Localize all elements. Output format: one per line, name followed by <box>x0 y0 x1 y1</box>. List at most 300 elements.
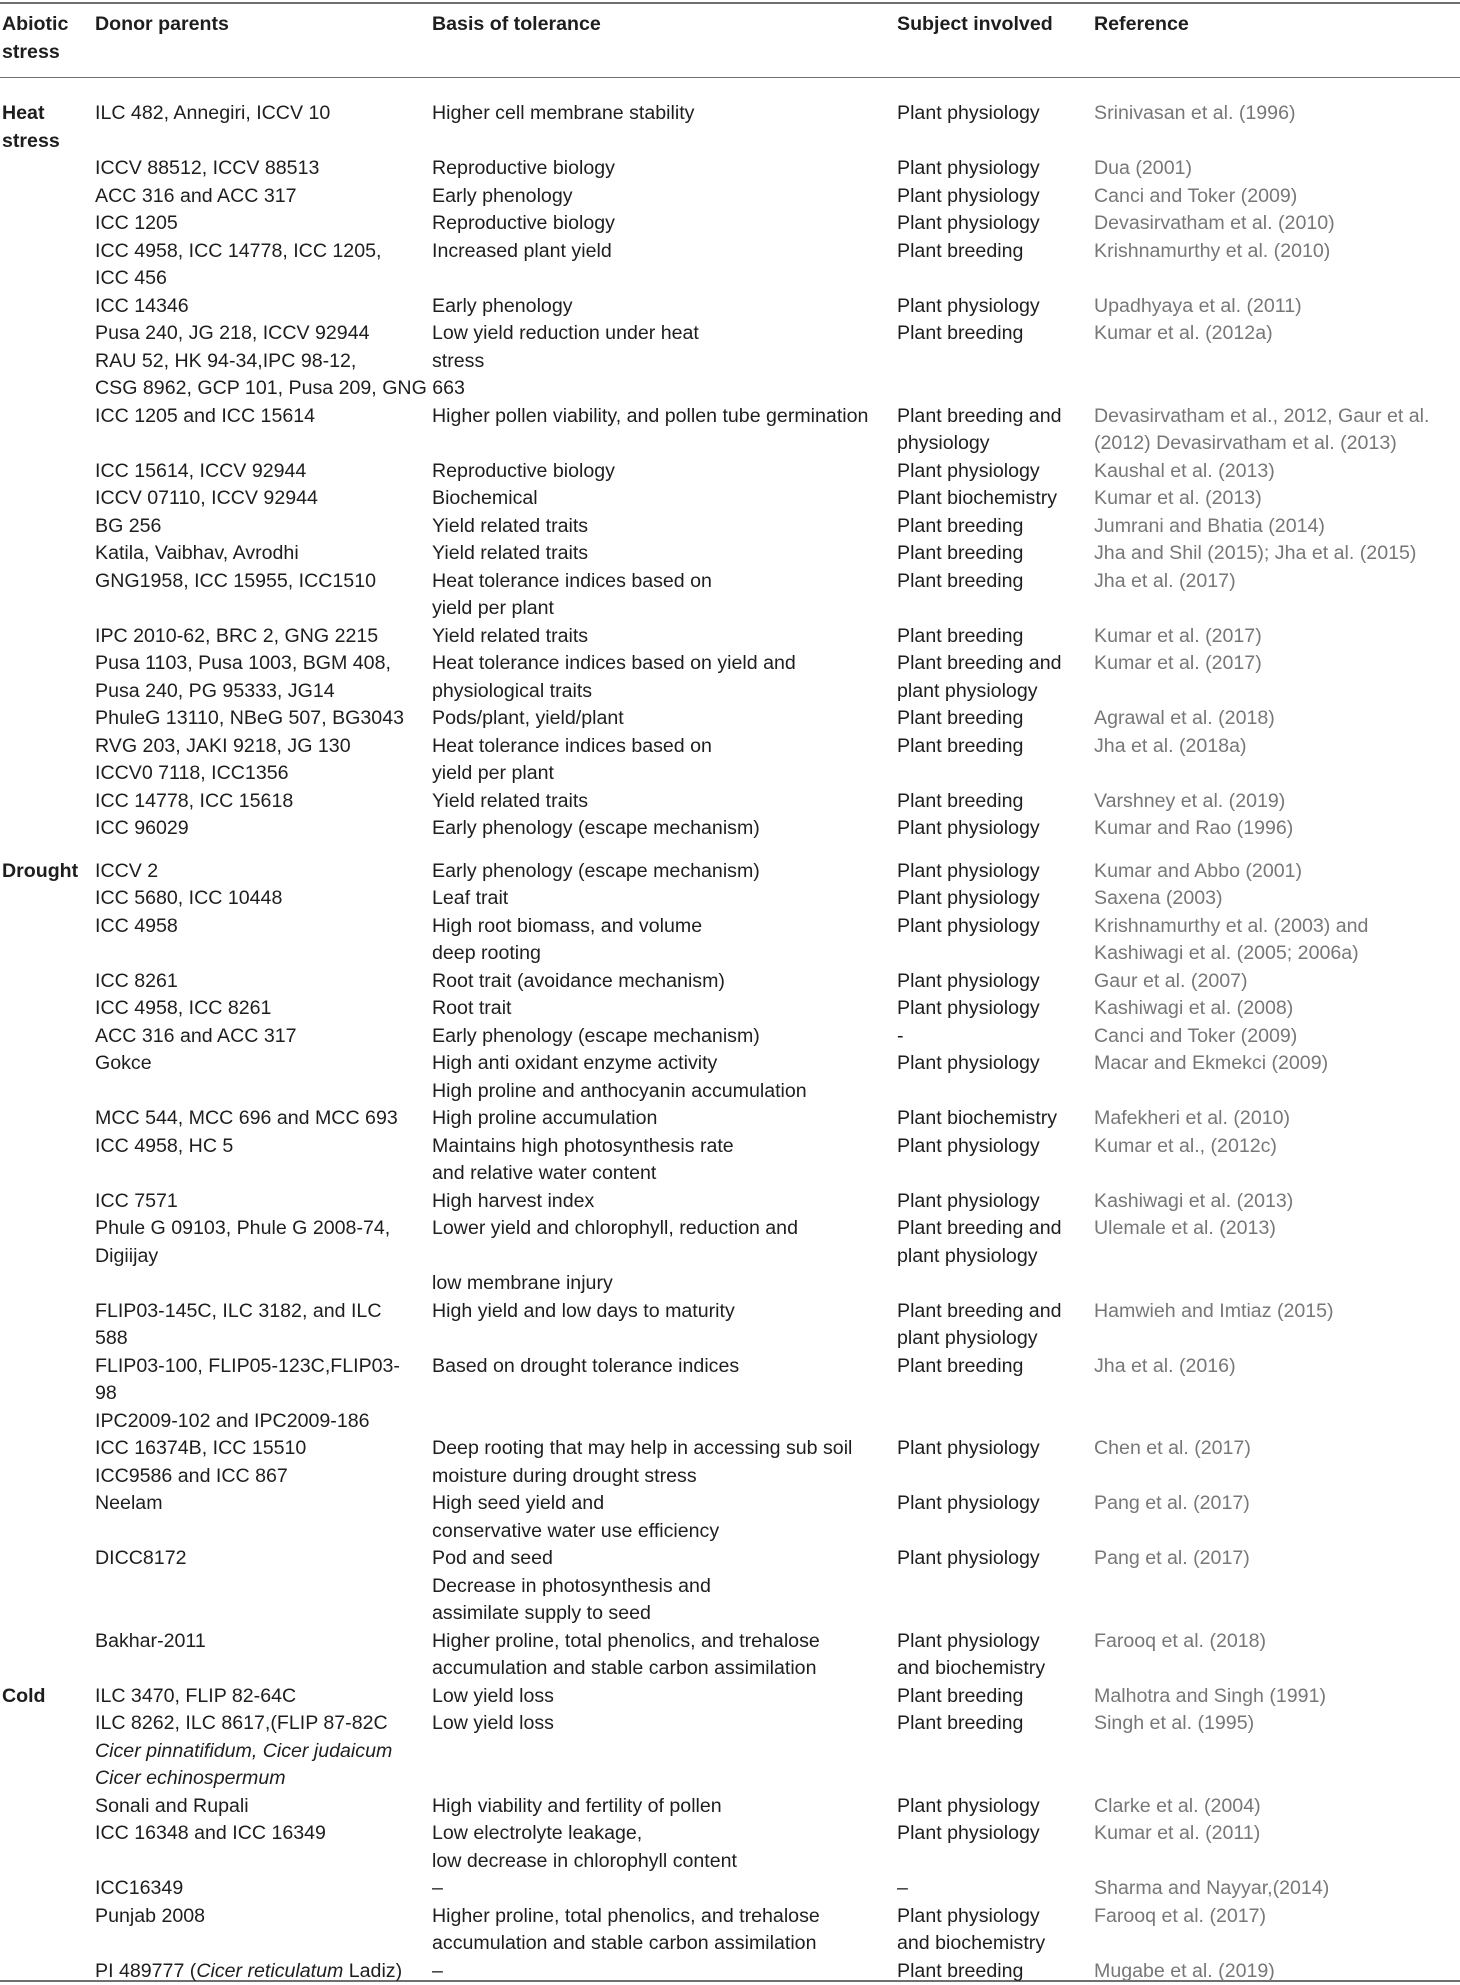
cell-line: Krishnamurthy et al. (2003) and <box>1094 913 1460 941</box>
cell-line: Higher pollen viability, and pollen tube germination <box>432 403 897 431</box>
donor-parents-cell <box>95 1215 432 1298</box>
table-row <box>0 788 1460 816</box>
donor-parents-cell <box>95 540 432 568</box>
cell-line: Neelam <box>95 1490 432 1518</box>
donor-parents-cell <box>95 788 432 816</box>
col-header-donor-parents: Donor parents <box>95 11 432 78</box>
donor-parents-cell <box>95 968 432 996</box>
basis-of-tolerance-cell <box>432 238 897 293</box>
cell-line: GNG1958, ICC 15955, ICC1510 <box>95 568 432 596</box>
cell-line: High proline accumulation <box>432 1105 897 1133</box>
cell-line: – <box>432 1958 897 1985</box>
cell-line: Plant physiology <box>897 1903 1094 1931</box>
stress-type-cell <box>0 1105 95 1133</box>
cell-line: ILC 482, Annegiri, ICCV 10 <box>95 100 432 128</box>
reference-cell <box>1094 995 1460 1023</box>
basis-of-tolerance-cell <box>432 1793 897 1821</box>
cell-line: Higher proline, total phenolics, and trehalose <box>432 1903 897 1931</box>
subject-involved-cell <box>897 1215 1094 1298</box>
cell-line: Chen et al. (2017) <box>1094 1435 1460 1463</box>
cell-line: Low yield reduction under heat <box>432 320 897 348</box>
table-row <box>0 843 1460 886</box>
cell-line: Heat tolerance indices based on <box>432 568 897 596</box>
table-row <box>0 78 1460 155</box>
table-row <box>0 155 1460 183</box>
stress-type-cell <box>0 1298 95 1353</box>
table-row <box>0 458 1460 486</box>
cell-line: plant physiology <box>897 1325 1094 1353</box>
cell-line: Plant breeding <box>897 513 1094 541</box>
cell-line: FLIP03-145C, ILC 3182, and ILC <box>95 1298 432 1326</box>
cell-line: Kumar and Abbo (2001) <box>1094 858 1460 886</box>
table-row <box>0 513 1460 541</box>
donor-parents-cell <box>95 913 432 968</box>
cell-line: Kumar et al. (2011) <box>1094 1820 1460 1848</box>
donor-parents-cell <box>95 1490 432 1545</box>
stress-type-cell <box>0 1188 95 1216</box>
basis-of-tolerance-cell <box>432 1105 897 1133</box>
donor-parents-cell <box>95 183 432 211</box>
stress-type-cell <box>0 183 95 211</box>
cell-line: Phule G 09103, Phule G 2008-74, <box>95 1215 432 1243</box>
reference-cell <box>1094 1683 1460 1711</box>
subject-involved-cell <box>897 968 1094 996</box>
reference-cell <box>1094 568 1460 623</box>
subject-involved-cell <box>897 1435 1094 1490</box>
cell-line: High harvest index <box>432 1188 897 1216</box>
cell-line: Low yield loss <box>432 1683 897 1711</box>
cell-line: Deep rooting that may help in accessing sub soil <box>432 1435 897 1463</box>
donor-parents-cell <box>95 1958 432 1985</box>
cell-line: Srinivasan et al. (1996) <box>1094 100 1460 128</box>
stress-type-cell <box>0 485 95 513</box>
stress-type-cell <box>0 1353 95 1436</box>
cell-line: Malhotra and Singh (1991) <box>1094 1683 1460 1711</box>
cell-line: Plant breeding <box>897 320 1094 348</box>
donor-parents-cell <box>95 995 432 1023</box>
cell-line: ILC 3470, FLIP 82-64C <box>95 1683 432 1711</box>
donor-parents-cell <box>95 1628 432 1683</box>
stress-type-cell <box>0 78 95 155</box>
subject-involved-cell <box>897 568 1094 623</box>
cell-line: Pang et al. (2017) <box>1094 1490 1460 1518</box>
donor-parents-cell <box>95 1875 432 1903</box>
donor-parents-cell <box>95 623 432 651</box>
stress-type-cell <box>0 650 95 705</box>
reference-cell <box>1094 1793 1460 1821</box>
cell-line: ICC 7571 <box>95 1188 432 1216</box>
cell-line: Heat tolerance indices based on <box>432 733 897 761</box>
basis-of-tolerance-cell <box>432 458 897 486</box>
col-header-subject-involved: Subject involved <box>897 11 1094 78</box>
cell-line: PI 489777 (Cicer reticulatum Ladiz) <box>95 1958 432 1985</box>
cell-line: Kumar and Rao (1996) <box>1094 815 1460 843</box>
cell-line: Early phenology (escape mechanism) <box>432 858 897 886</box>
cell-line: Plant physiology <box>897 183 1094 211</box>
cell-line: Biochemical <box>432 485 897 513</box>
subject-involved-cell <box>897 650 1094 705</box>
cell-line: High yield and low days to maturity <box>432 1298 897 1326</box>
cell-line: ICCV 07110, ICCV 92944 <box>95 485 432 513</box>
cell-line: Plant physiology <box>897 1188 1094 1216</box>
donor-parents-cell <box>95 320 432 403</box>
cell-line: Plant breeding <box>897 568 1094 596</box>
reference-cell <box>1094 1105 1460 1133</box>
cell-line: 588 <box>95 1325 432 1353</box>
subject-involved-cell <box>897 1903 1094 1958</box>
cell-line: Gaur et al. (2007) <box>1094 968 1460 996</box>
cell-line: ICC 14346 <box>95 293 432 321</box>
cell-line: and biochemistry <box>897 1930 1094 1958</box>
stress-type-cell <box>0 1050 95 1105</box>
table-row <box>0 1793 1460 1821</box>
cell-line: Jumrani and Bhatia (2014) <box>1094 513 1460 541</box>
basis-of-tolerance-cell <box>432 623 897 651</box>
table-row <box>0 540 1460 568</box>
basis-of-tolerance-cell <box>432 788 897 816</box>
stress-type-cell <box>0 1490 95 1545</box>
table-row <box>0 1133 1460 1188</box>
stress-type-cell <box>0 1820 95 1875</box>
cell-line: Plant physiology <box>897 1545 1094 1573</box>
subject-involved-cell <box>897 1958 1094 1985</box>
stress-type-cell <box>0 623 95 651</box>
cell-line: ICC 4958, ICC 14778, ICC 1205, <box>95 238 432 266</box>
cell-line: Clarke et al. (2004) <box>1094 1793 1460 1821</box>
reference-cell <box>1094 623 1460 651</box>
cell-line: Plant physiology <box>897 293 1094 321</box>
basis-of-tolerance-cell <box>432 210 897 238</box>
reference-cell <box>1094 705 1460 733</box>
cell-line: Mugabe et al. (2019) <box>1094 1958 1460 1985</box>
stress-type-cell <box>0 1958 95 1985</box>
cell-line: High proline and anthocyanin accumulation <box>432 1078 897 1106</box>
cell-line: Plant physiology <box>897 1435 1094 1463</box>
cell-line: Plant breeding and <box>897 1215 1094 1243</box>
donor-parents-cell <box>95 1683 432 1711</box>
cell-line: Kumar et al. (2013) <box>1094 485 1460 513</box>
table-row <box>0 650 1460 705</box>
cell-line: plant physiology <box>897 1243 1094 1271</box>
table-row <box>0 1298 1460 1353</box>
cell-line: Early phenology <box>432 293 897 321</box>
stress-type-cell <box>0 815 95 843</box>
cell-line: RVG 203, JAKI 9218, JG 130 <box>95 733 432 761</box>
cell-line: Based on drought tolerance indices <box>432 1353 897 1381</box>
subject-involved-cell <box>897 1188 1094 1216</box>
cell-line: Plant physiology <box>897 913 1094 941</box>
cell-line: Cicer pinnatifidum, Cicer judaicum <box>95 1738 432 1766</box>
cell-line: accumulation and stable carbon assimilation <box>432 1655 897 1683</box>
cell-line: ICC 1205 and ICC 15614 <box>95 403 432 431</box>
cell-line: ICC 4958 <box>95 913 432 941</box>
cell-line: Yield related traits <box>432 623 897 651</box>
cell-line: High anti oxidant enzyme activity <box>432 1050 897 1078</box>
cell-line: Kumar et al. (2012a) <box>1094 320 1460 348</box>
cell-line: low membrane injury <box>432 1270 897 1298</box>
subject-involved-cell <box>897 995 1094 1023</box>
reference-cell <box>1094 650 1460 705</box>
donor-parents-cell <box>95 650 432 705</box>
stress-type-cell <box>0 1875 95 1903</box>
col-header-reference: Reference <box>1094 11 1460 78</box>
table-row <box>0 403 1460 458</box>
reference-cell <box>1094 238 1460 293</box>
donor-parents-cell <box>95 1133 432 1188</box>
cell-line: PhuleG 13110, NBeG 507, BG3043 <box>95 705 432 733</box>
subject-involved-cell <box>897 1710 1094 1793</box>
table-row <box>0 1628 1460 1683</box>
stress-type-cell <box>0 238 95 293</box>
table-row <box>0 1903 1460 1958</box>
basis-of-tolerance-cell <box>432 78 897 155</box>
donor-parents-cell <box>95 815 432 843</box>
cell-line: Plant breeding <box>897 238 1094 266</box>
cell-line: Bakhar-2011 <box>95 1628 432 1656</box>
stress-type-cell <box>0 995 95 1023</box>
table-row <box>0 1215 1460 1298</box>
cell-line: Plant physiology <box>897 210 1094 238</box>
cell-line: ILC 8262, ILC 8617,(FLIP 87-82C <box>95 1710 432 1738</box>
cell-line: Ulemale et al. (2013) <box>1094 1215 1460 1243</box>
cell-line: Heat <box>2 100 95 128</box>
reference-cell <box>1094 968 1460 996</box>
cell-line: Plant physiology <box>897 1133 1094 1161</box>
subject-involved-cell <box>897 1545 1094 1628</box>
cell-line: plant physiology <box>897 678 1094 706</box>
subject-involved-cell <box>897 183 1094 211</box>
reference-cell <box>1094 485 1460 513</box>
cell-line: Plant physiology <box>897 1820 1094 1848</box>
reference-cell <box>1094 183 1460 211</box>
cell-line: BG 256 <box>95 513 432 541</box>
cell-line: Jha and Shil (2015); Jha et al. (2015) <box>1094 540 1460 568</box>
basis-of-tolerance-cell <box>432 1435 897 1490</box>
cell-line: assimilate supply to seed <box>432 1600 897 1628</box>
cell-line: conservative water use efficiency <box>432 1518 897 1546</box>
col-header-basis-of-tolerance: Basis of tolerance <box>432 11 897 78</box>
table-row <box>0 733 1460 788</box>
cell-line: – <box>432 1875 897 1903</box>
reference-cell <box>1094 913 1460 968</box>
cell-line: Katila, Vaibhav, Avrodhi <box>95 540 432 568</box>
cell-line: Kumar et al. (2017) <box>1094 623 1460 651</box>
stress-type-cell <box>0 968 95 996</box>
basis-of-tolerance-cell <box>432 540 897 568</box>
table-row <box>0 320 1460 403</box>
cell-line: Varshney et al. (2019) <box>1094 788 1460 816</box>
subject-involved-cell <box>897 623 1094 651</box>
donor-parents-cell <box>95 568 432 623</box>
table-row <box>0 1188 1460 1216</box>
table-row <box>0 1435 1460 1490</box>
reference-cell <box>1094 210 1460 238</box>
basis-of-tolerance-cell <box>432 320 897 403</box>
cell-line: ICCV 2 <box>95 858 432 886</box>
basis-of-tolerance-cell <box>432 1050 897 1105</box>
basis-of-tolerance-cell <box>432 1628 897 1683</box>
basis-of-tolerance-cell <box>432 1820 897 1875</box>
donor-parents-cell <box>95 458 432 486</box>
table-header <box>0 11 1460 78</box>
cell-line: ICC 14778, ICC 15618 <box>95 788 432 816</box>
table-row <box>0 1820 1460 1875</box>
reference-cell <box>1094 1490 1460 1545</box>
table-row <box>0 485 1460 513</box>
basis-of-tolerance-cell <box>432 913 897 968</box>
cell-line: Root trait (avoidance mechanism) <box>432 968 897 996</box>
cell-line: Plant breeding <box>897 788 1094 816</box>
reference-cell <box>1094 1875 1460 1903</box>
cell-line: Macar and Ekmekci (2009) <box>1094 1050 1460 1078</box>
cell-line <box>432 1243 897 1271</box>
table-row <box>0 210 1460 238</box>
stress-type-cell <box>0 403 95 458</box>
basis-of-tolerance-cell <box>432 403 897 458</box>
stress-type-cell <box>0 1215 95 1298</box>
basis-of-tolerance-cell <box>432 968 897 996</box>
reference-cell <box>1094 1023 1460 1051</box>
cell-line: Sonali and Rupali <box>95 1793 432 1821</box>
cell-line: Reproductive biology <box>432 155 897 183</box>
donor-parents-cell <box>95 293 432 321</box>
basis-of-tolerance-cell <box>432 1215 897 1298</box>
cell-line: Jha et al. (2017) <box>1094 568 1460 596</box>
cell-line: ICC 4958, HC 5 <box>95 1133 432 1161</box>
subject-involved-cell <box>897 705 1094 733</box>
stress-type-cell <box>0 155 95 183</box>
cell-line: Farooq et al. (2017) <box>1094 1903 1460 1931</box>
cell-line: Kumar et al., (2012c) <box>1094 1133 1460 1161</box>
basis-of-tolerance-cell <box>432 885 897 913</box>
subject-involved-cell <box>897 1133 1094 1188</box>
basis-of-tolerance-cell <box>432 1875 897 1903</box>
donor-parents-cell <box>95 210 432 238</box>
table-row <box>0 1023 1460 1051</box>
cell-line: Plant physiology <box>897 1050 1094 1078</box>
cell-line: Cold <box>2 1683 95 1711</box>
stress-type-cell <box>0 913 95 968</box>
cell-line: Plant physiology <box>897 155 1094 183</box>
donor-parents-cell <box>95 238 432 293</box>
reference-cell <box>1094 1050 1460 1105</box>
table-row <box>0 293 1460 321</box>
stress-type-cell <box>0 1793 95 1821</box>
cell-line: Plant breeding and <box>897 1298 1094 1326</box>
cell-line: Jha et al. (2016) <box>1094 1353 1460 1381</box>
cell-line: Pods/plant, yield/plant <box>432 705 897 733</box>
stress-type-cell <box>0 1133 95 1188</box>
reference-cell <box>1094 1188 1460 1216</box>
cell-line: Plant breeding <box>897 1710 1094 1738</box>
cell-line: High root biomass, and volume <box>432 913 897 941</box>
abiotic-stress-table <box>0 11 1460 1985</box>
subject-involved-cell <box>897 1793 1094 1821</box>
subject-involved-cell <box>897 210 1094 238</box>
cell-line: Kaushal et al. (2013) <box>1094 458 1460 486</box>
basis-of-tolerance-cell <box>432 1353 897 1436</box>
basis-of-tolerance-cell <box>432 1490 897 1545</box>
table-row <box>0 623 1460 651</box>
cell-line: ICC 456 <box>95 265 432 293</box>
reference-cell <box>1094 1545 1460 1628</box>
subject-involved-cell <box>897 78 1094 155</box>
stress-type-cell <box>0 513 95 541</box>
cell-line: Pod and seed <box>432 1545 897 1573</box>
stress-type-cell <box>0 1710 95 1793</box>
subject-involved-cell <box>897 1683 1094 1711</box>
stress-type-cell <box>0 1903 95 1958</box>
cell-line: Plant physiology <box>897 858 1094 886</box>
cell-line: ACC 316 and ACC 317 <box>95 183 432 211</box>
table-row <box>0 1105 1460 1133</box>
subject-involved-cell <box>897 1298 1094 1353</box>
cell-line: Low electrolyte leakage, <box>432 1820 897 1848</box>
cell-line: Canci and Toker (2009) <box>1094 1023 1460 1051</box>
reference-cell <box>1094 1353 1460 1436</box>
cell-line: Plant physiology <box>897 1628 1094 1656</box>
subject-involved-cell <box>897 1820 1094 1875</box>
basis-of-tolerance-cell <box>432 183 897 211</box>
reference-cell <box>1094 1903 1460 1958</box>
cell-line: physiology <box>897 430 1094 458</box>
cell-line: Yield related traits <box>432 513 897 541</box>
cell-line: Plant physiology <box>897 968 1094 996</box>
cell-line: Plant physiology <box>897 458 1094 486</box>
cell-line: Plant biochemistry <box>897 1105 1094 1133</box>
subject-involved-cell <box>897 458 1094 486</box>
cell-line: deep rooting <box>432 940 897 968</box>
donor-parents-cell <box>95 1545 432 1628</box>
cell-line: Hamwieh and Imtiaz (2015) <box>1094 1298 1460 1326</box>
basis-of-tolerance-cell <box>432 485 897 513</box>
stress-type-cell <box>0 458 95 486</box>
subject-involved-cell <box>897 1105 1094 1133</box>
cell-line: Canci and Toker (2009) <box>1094 183 1460 211</box>
cell-line: – <box>897 1875 1094 1903</box>
cell-line: and relative water content <box>432 1160 897 1188</box>
cell-line: yield per plant <box>432 595 897 623</box>
cell-line: MCC 544, MCC 696 and MCC 693 <box>95 1105 432 1133</box>
reference-cell <box>1094 1958 1460 1985</box>
reference-cell <box>1094 155 1460 183</box>
subject-involved-cell <box>897 788 1094 816</box>
cell-line: Plant physiology <box>897 100 1094 128</box>
basis-of-tolerance-cell <box>432 1298 897 1353</box>
donor-parents-cell <box>95 1820 432 1875</box>
donor-parents-cell <box>95 1903 432 1958</box>
cell-line: FLIP03-100, FLIP05-123C,FLIP03- <box>95 1353 432 1381</box>
subject-involved-cell <box>897 815 1094 843</box>
basis-of-tolerance-cell <box>432 1958 897 1985</box>
basis-of-tolerance-cell <box>432 843 897 886</box>
subject-involved-cell <box>897 513 1094 541</box>
cell-line: - <box>897 1023 1094 1051</box>
subject-involved-cell <box>897 1628 1094 1683</box>
table-row <box>0 1875 1460 1903</box>
table-row <box>0 1545 1460 1628</box>
cell-line: Kashiwagi et al. (2008) <box>1094 995 1460 1023</box>
cell-line: ICC 15614, ICCV 92944 <box>95 458 432 486</box>
table-row <box>0 968 1460 996</box>
stress-type-cell <box>0 1628 95 1683</box>
cell-line: Maintains high photosynthesis rate <box>432 1133 897 1161</box>
reference-cell <box>1094 1710 1460 1793</box>
cell-line: Plant physiology <box>897 1490 1094 1518</box>
basis-of-tolerance-cell <box>432 293 897 321</box>
donor-parents-cell <box>95 1105 432 1133</box>
table-row <box>0 568 1460 623</box>
